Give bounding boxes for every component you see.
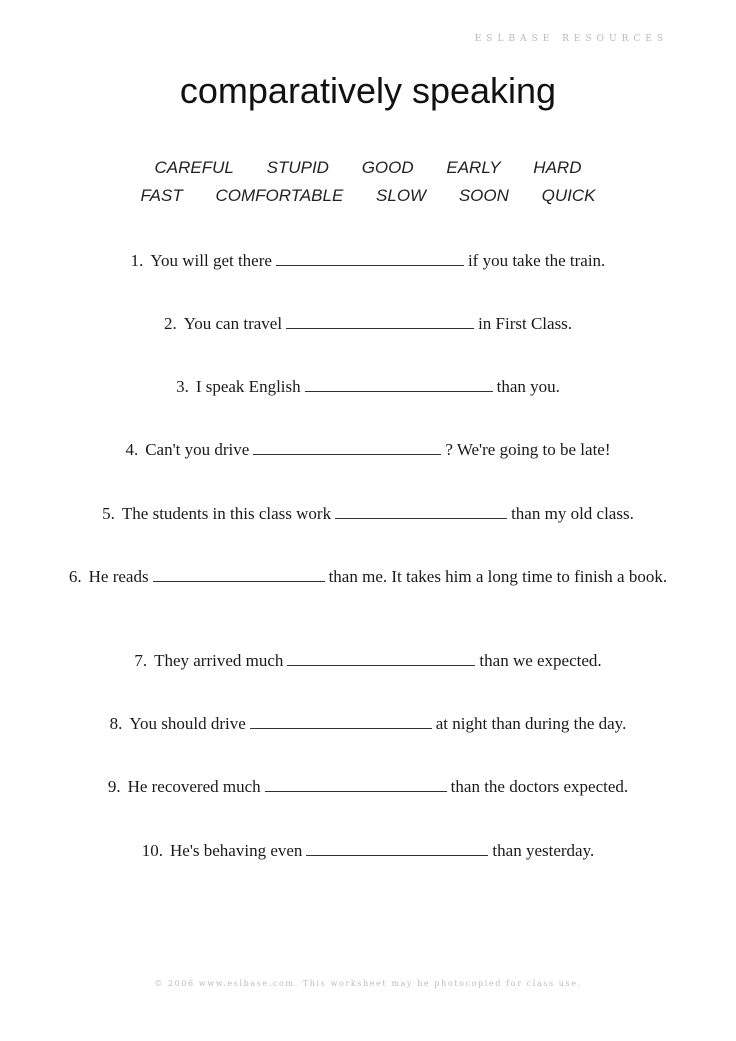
sentence-text-after: than yesterday. xyxy=(492,841,595,860)
header-brand: ESLBASE RESOURCES xyxy=(474,34,668,44)
sentence-text-after: than my old class. xyxy=(511,504,634,523)
exercise-sentence-6 xyxy=(60,566,676,587)
word-bank-row-2 xyxy=(0,186,736,206)
sentence-number: 1. xyxy=(130,251,144,270)
answer-blank[interactable] xyxy=(276,251,464,266)
sentence-text-after: ? We're going to be late! xyxy=(445,440,611,459)
word-bank-word: FAST xyxy=(140,186,183,205)
sentence-text-before: He recovered much xyxy=(127,777,261,796)
word-bank-word: COMFORTABLE xyxy=(215,186,344,205)
sentence-text-before: You can travel xyxy=(183,314,283,333)
exercise-sentence-7 xyxy=(0,650,736,671)
answer-blank[interactable] xyxy=(305,377,493,392)
sentence-text-after: than we expected. xyxy=(479,651,602,670)
sentence-text-after: at night than during the day. xyxy=(435,714,627,733)
sentence-text-after: in First Class. xyxy=(478,314,573,333)
word-bank-word: SOON xyxy=(458,186,509,205)
sentence-number: 3. xyxy=(176,377,189,396)
answer-blank[interactable] xyxy=(306,841,488,856)
sentence-text-before: They arrived much xyxy=(154,651,284,670)
exercise-sentence-3 xyxy=(0,376,736,397)
exercise-sentence-9 xyxy=(0,776,736,797)
sentence-text-before: The students in this class work xyxy=(121,504,332,523)
word-bank-word: GOOD xyxy=(361,158,414,177)
sentence-text-before: Can't you drive xyxy=(145,440,250,459)
sentence-number: 10. xyxy=(141,841,164,860)
sentence-number: 9. xyxy=(107,777,121,796)
sentence-text-after: than me. It takes him a long time to finish a book. xyxy=(328,567,668,586)
answer-blank[interactable] xyxy=(287,651,475,666)
sentence-number: 8. xyxy=(109,714,123,733)
sentence-number: 4. xyxy=(125,440,139,459)
sentence-text-before: I speak English xyxy=(195,377,301,396)
sentence-text-before: You should drive xyxy=(129,714,246,733)
sentence-number: 6. xyxy=(68,567,82,586)
sentence-text-before: He's behaving even xyxy=(170,841,303,860)
exercise-sentence-10 xyxy=(0,840,736,861)
sentence-number: 7. xyxy=(134,651,148,670)
sentence-text-before: He reads xyxy=(88,567,149,586)
exercise-sentence-5 xyxy=(0,503,736,524)
sentence-number: 5. xyxy=(102,504,115,523)
answer-blank[interactable] xyxy=(286,314,474,329)
word-bank-word: HARD xyxy=(533,158,582,177)
exercise-sentence-2 xyxy=(0,313,736,334)
exercise-sentence-8 xyxy=(0,713,736,734)
answer-blank[interactable] xyxy=(250,714,432,729)
word-bank-word: SLOW xyxy=(376,186,427,205)
exercise-sentence-1 xyxy=(0,250,736,271)
exercise-sentence-4 xyxy=(0,439,736,460)
word-bank-row-1 xyxy=(0,158,736,178)
word-bank-word: QUICK xyxy=(541,186,596,205)
sentence-text-after: than the doctors expected. xyxy=(450,777,629,796)
word-bank-word: STUPID xyxy=(266,158,329,177)
sentence-number: 2. xyxy=(163,314,177,333)
word-bank-word: CAREFUL xyxy=(154,158,234,177)
answer-blank[interactable] xyxy=(265,777,447,792)
sentence-text-before: You will get there xyxy=(150,251,272,270)
page-title: comparatively speaking xyxy=(179,70,557,111)
footer-copyright: © 2006 www.eslbase.com. This worksheet may be photocopied for class use. xyxy=(154,979,582,988)
answer-blank[interactable] xyxy=(335,504,507,519)
sentence-text-after: if you take the train. xyxy=(467,251,606,270)
sentence-text-after: than you. xyxy=(496,377,560,396)
answer-blank[interactable] xyxy=(253,440,441,455)
word-bank-word: EARLY xyxy=(446,158,501,177)
answer-blank[interactable] xyxy=(153,567,325,582)
